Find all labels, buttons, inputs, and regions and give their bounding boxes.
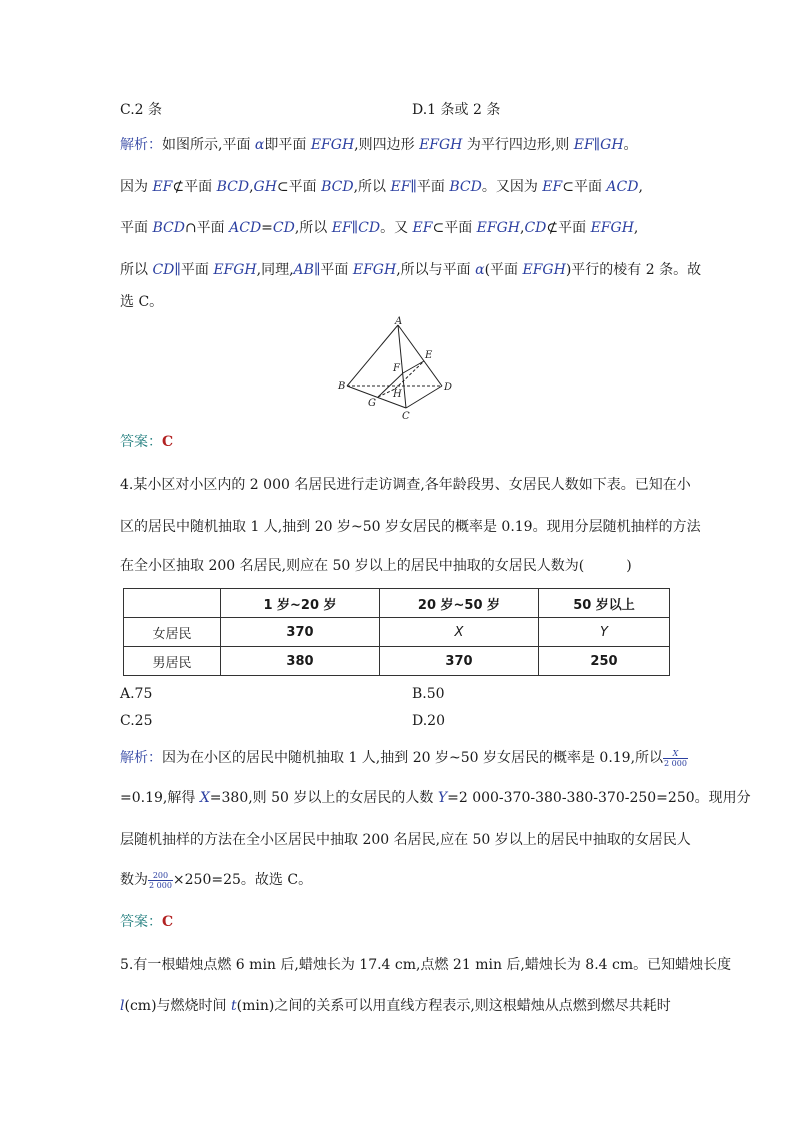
- q4-analysis-line-2: =0.19,解得 X=380,则 50 岁以上的女居民的人数 Y=2 000-370-380-380-370-250=250。现用分: [120, 790, 751, 806]
- label-g: G: [368, 398, 376, 409]
- q4-option-c: C.25: [120, 713, 153, 729]
- analysis-label: 解析：: [120, 750, 162, 766]
- table-header-cell: 50 岁以上: [539, 589, 670, 618]
- table-cell: Y: [539, 618, 670, 647]
- label-b: B: [338, 381, 346, 392]
- table-cell: 250: [539, 647, 670, 676]
- option-d-prev: D.1 条或 2 条: [412, 102, 501, 118]
- q3-analysis-line-3: 平面 BCD∩平面 ACD=CD,所以 EF∥CD。又 EF⊂平面 EFGH,CD⊄平面 EFGH,: [120, 220, 639, 236]
- label-c: C: [402, 411, 410, 422]
- q4-stem-line-2: 区的居民中随机抽取 1 人,抽到 20 岁~50 岁女居民的概率是 0.19。现用分层随机抽样的方法: [120, 519, 701, 535]
- q4-answer: 答案：C: [120, 914, 174, 930]
- q4-analysis-line-1: 解析：因为在小区的居民中随机抽取 1 人,抽到 20 岁~50 岁女居民的概率是 0.19,所以 $\frac{X}{2 000}$: [120, 748, 687, 768]
- q4-analysis-line-3: 层随机抽样的方法在全小区居民中抽取 200 名居民,应在 50 岁以上的居民中抽取的女居民人: [120, 832, 691, 848]
- q3-analysis-line-4: 所以 CD∥平面 EFGH,同理,AB∥平面 EFGH,所以与平面 α(平面 EFGH)平行的棱有 2 条。故: [120, 262, 702, 278]
- table-cell: 男居民: [124, 647, 221, 676]
- option-c-prev: C.2 条: [120, 102, 163, 118]
- table-header-cell: [124, 589, 221, 618]
- table-header-cell: 20 岁~50 岁: [380, 589, 539, 618]
- label-h: H: [393, 389, 402, 400]
- q5-stem-line-2: l(cm)与燃烧时间 t(min)之间的关系可以用直线方程表示,则这根蜡烛从点燃到燃尽共耗时: [120, 998, 671, 1014]
- table-row: [124, 647, 670, 676]
- table-header-cell: 1 岁~20 岁: [221, 589, 380, 618]
- table-cell: X: [380, 618, 539, 647]
- age-gender-table: [123, 588, 670, 676]
- q4-stem-line-3: 在全小区抽取 200 名居民,则应在 50 岁以上的居民中抽取的女居民人数为( ): [120, 558, 632, 574]
- q4-analysis-line-4: 数为 $\frac{200}{2 000}$ ×250=25。故选 C。: [120, 870, 313, 890]
- q3-analysis-line-5: 选 C。: [120, 294, 164, 310]
- label-e: E: [425, 350, 433, 361]
- q3-answer: 答案：C: [120, 434, 174, 450]
- q3-analysis-line-1: 解析：如图所示,平面 α即平面 EFGH,则四边形 EFGH 为平行四边形,则 EF∥GH。: [120, 137, 638, 153]
- table-cell: 370: [221, 618, 380, 647]
- tetrahedron-figure: [335, 315, 465, 425]
- q4-option-d: D.20: [412, 713, 445, 729]
- q4-stem-line-1: 4.某小区对小区内的 2 000 名居民进行走访调查,各年龄段男、女居民人数如下表。已知在小: [120, 477, 691, 493]
- q5-stem-line-1: 5.有一根蜡烛点燃 6 min 后,蜡烛长为 17.4 cm,点燃 21 min 后,蜡烛长为 8.4 cm。已知蜡烛长度: [120, 957, 732, 973]
- analysis-label: 解析：: [120, 137, 162, 153]
- table-cell: 380: [221, 647, 380, 676]
- label-d: D: [444, 382, 453, 393]
- q4-option-a: A.75: [120, 686, 153, 702]
- fraction-x-over-2000: $\frac{X}{2 000}$: [664, 748, 687, 768]
- label-f: F: [393, 363, 400, 374]
- table-row: [124, 618, 670, 647]
- table-cell: 370: [380, 647, 539, 676]
- label-a: A: [395, 316, 403, 327]
- fraction-200-over-2000: $\frac{200}{2 000}$: [149, 870, 172, 890]
- table-header-row: [124, 589, 670, 618]
- q3-analysis-line-2: 因为 EF⊄平面 BCD,GH⊂平面 BCD,所以 EF∥平面 BCD。又因为 EF⊂平面 ACD,: [120, 179, 643, 195]
- q4-option-b: B.50: [412, 686, 445, 702]
- table-cell: 女居民: [124, 618, 221, 647]
